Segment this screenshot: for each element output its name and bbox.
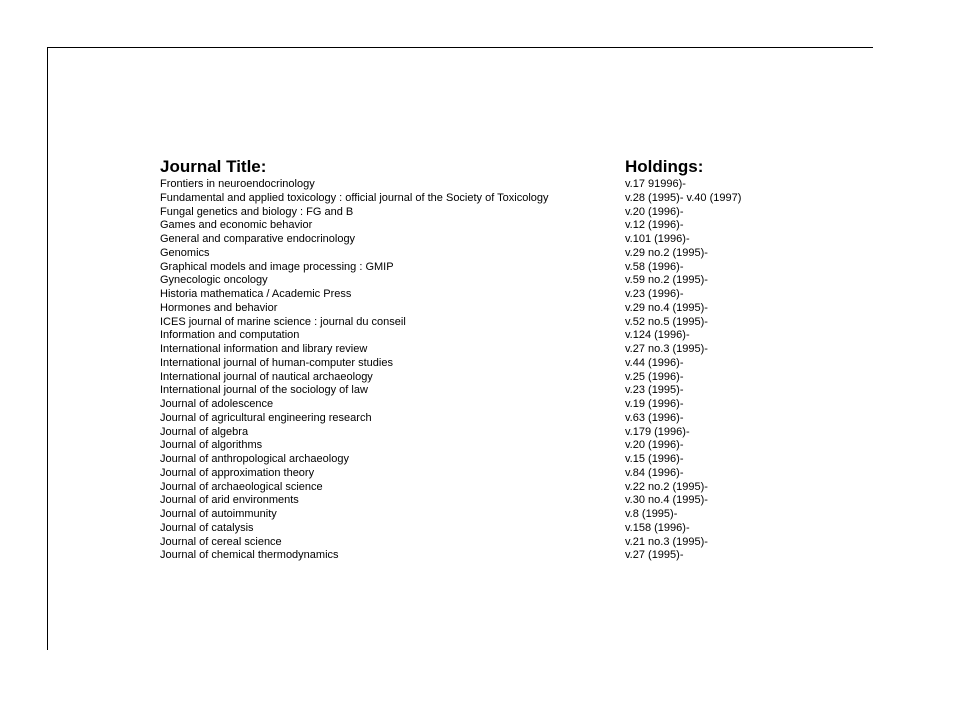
journal-holdings: v.84 (1996)- [625,466,684,479]
table-row [160,467,800,481]
journal-holdings: v.22 no.2 (1995)- [625,480,708,493]
journal-holdings: v.23 (1995)- [625,384,684,397]
table-row [160,219,800,233]
journal-title: Genomics [160,246,210,259]
journal-holdings: v.15 (1996)- [625,453,684,465]
journal-holdings: v.59 no.2 (1995)- [625,274,708,287]
journal-title: ICES journal of marine science : journal du conseil [160,315,406,328]
journal-title: Journal of algebra [160,425,249,438]
table-row [160,247,800,261]
journal-holdings: v.27 no.3 (1995)- [625,343,708,355]
journal-holdings: v.158 (1996)- [625,521,690,534]
journal-title: Journal of algorithms [160,439,263,452]
table-row [160,398,800,412]
journal-title: Journal of adolescence [160,398,274,410]
journal-holdings: v.8 (1995)- [625,508,678,520]
journal-holdings: v.17 91996)- [625,178,686,190]
table-row [160,508,800,522]
table-row [160,343,800,357]
journal-title: General and comparative endocrinology [160,233,356,245]
table-row [160,206,800,220]
journal-title: Journal of autoimmunity [160,508,277,520]
journal-title: Fungal genetics and biology : FG and B [160,205,354,218]
table-row [160,371,800,385]
table-row [160,329,800,343]
journal-title: Games and economic behavior [160,219,313,232]
table-row [160,536,800,550]
journal-title: Gynecologic oncology [160,274,268,287]
table-row [160,288,800,302]
journal-holdings: v.124 (1996)- [625,329,690,342]
journal-title: International journal of human-computer studies [160,356,393,369]
journal-holdings: v.21 no.3 (1995)- [625,535,708,548]
journal-title: Journal of archaeological science [160,480,323,493]
table-row [160,178,800,192]
table-row [160,481,800,495]
table-row [160,494,800,508]
journal-holdings: v.28 (1995)- v.40 (1997) [625,191,742,204]
journal-holdings: v.20 (1996)- [625,439,684,452]
page-border-top [48,47,873,48]
table-row [160,426,800,440]
journal-title-heading: Journal Title: [160,157,267,176]
journal-holdings: v.29 no.2 (1995)- [625,246,708,259]
journal-title: Frontiers in neuroendocrinology [160,178,315,190]
list-header [160,156,800,178]
journal-holdings: v.58 (1996)- [625,260,684,273]
journal-title: International journal of the sociology of law [160,384,368,397]
table-row [160,316,800,330]
journal-holdings: v.63 (1996)- [625,411,684,424]
journal-holdings: v.23 (1996)- [625,288,684,300]
journal-rows [160,178,800,563]
journal-holdings: v.52 no.5 (1995)- [625,315,708,328]
table-row [160,357,800,371]
table-row [160,302,800,316]
journal-title: Historia mathematica / Academic Press [160,288,352,300]
journal-title: Journal of anthropological archaeology [160,453,349,465]
journal-title: Information and computation [160,329,300,342]
journal-holdings: v.27 (1995)- [625,549,684,562]
table-row [160,549,800,563]
journal-holdings: v.20 (1996)- [625,205,684,218]
table-row [160,384,800,398]
journal-holdings: v.25 (1996)- [625,370,684,383]
table-row [160,412,800,426]
journal-title: Graphical models and image processing : GMIP [160,260,394,273]
table-row [160,274,800,288]
journal-holdings: v.44 (1996)- [625,356,684,369]
journal-title: Journal of catalysis [160,521,254,534]
journal-holdings: v.12 (1996)- [625,219,684,232]
journal-holdings: v.179 (1996)- [625,425,690,438]
journal-holdings: v.29 no.4 (1995)- [625,301,708,314]
journal-title: Journal of cereal science [160,535,282,548]
journal-holdings: v.19 (1996)- [625,398,684,410]
table-row [160,439,800,453]
table-row [160,233,800,247]
table-row [160,453,800,467]
journal-title: Journal of agricultural engineering research [160,411,372,424]
journal-title: Fundamental and applied toxicology : official journal of the Society of Toxicology [160,191,549,204]
journal-title: Hormones and behavior [160,301,278,314]
journal-title: International information and library review [160,343,368,355]
table-row [160,192,800,206]
journal-title: Journal of approximation theory [160,466,315,479]
journal-title: Journal of arid environments [160,494,299,507]
holdings-heading: Holdings: [625,157,704,176]
table-row [160,522,800,536]
table-row [160,261,800,275]
journal-title: International journal of nautical archaeology [160,370,373,383]
journal-holdings: v.30 no.4 (1995)- [625,494,708,507]
page-border-left [47,47,48,650]
journal-title: Journal of chemical thermodynamics [160,549,339,562]
journal-holdings-list [160,156,800,563]
journal-holdings: v.101 (1996)- [625,233,690,245]
